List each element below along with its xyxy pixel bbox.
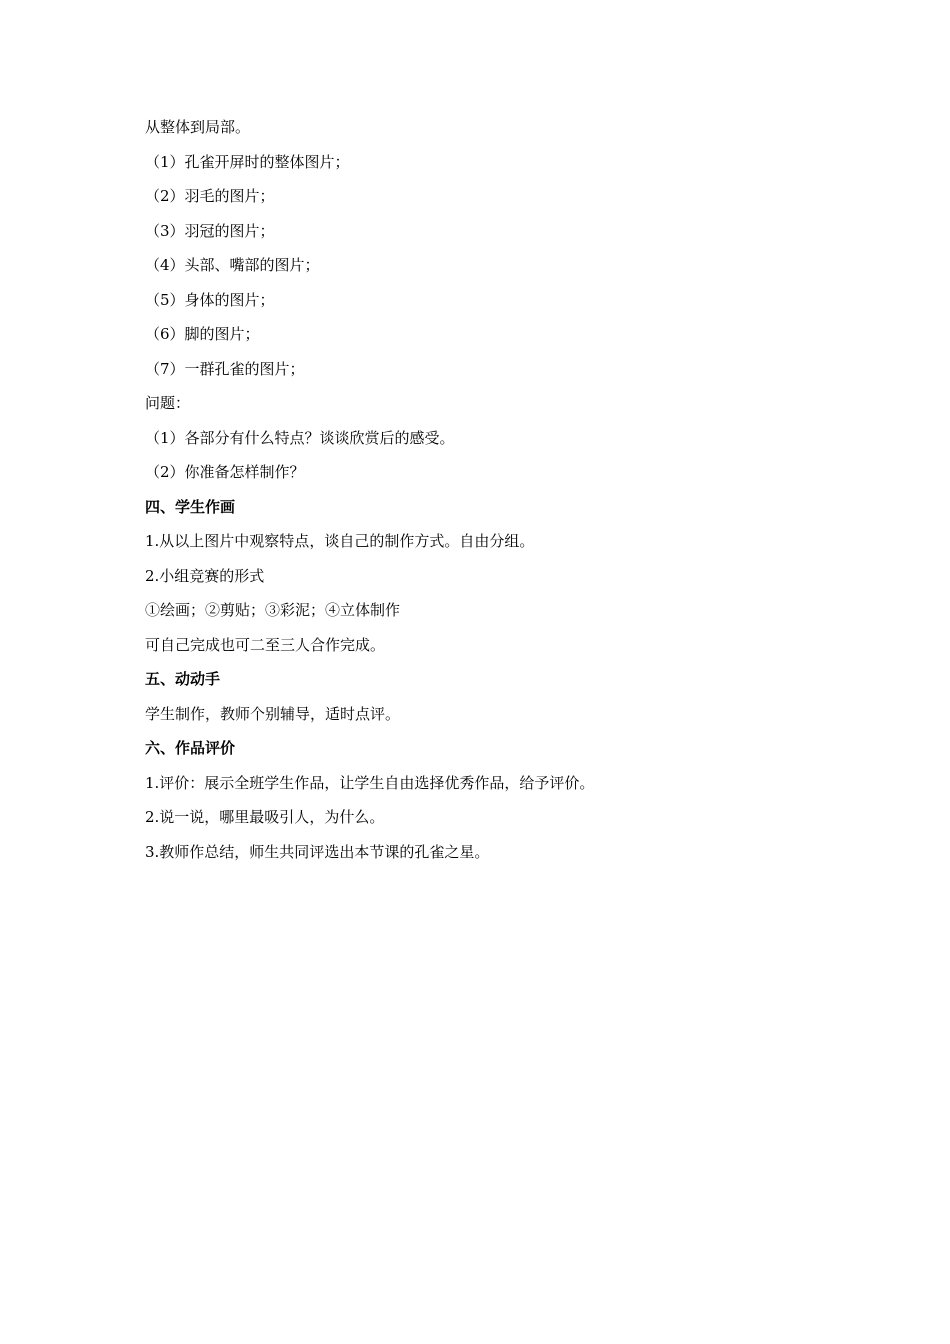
list-item: （3）羽冠的图片；	[145, 221, 275, 240]
list-item: （2）羽毛的图片；	[145, 187, 275, 205]
paragraph: 3.教师作总结，师生共同评选出本节课的孔雀之星。	[145, 842, 490, 861]
list-item: （1）孔雀开屏时的整体图片；	[145, 152, 350, 171]
paragraph: 从整体到局部。	[145, 118, 251, 136]
list-item: （4）头部、嘴部的图片；	[145, 256, 320, 274]
section-heading: 六、作品评价	[145, 739, 236, 757]
paragraph: 1.评价：展示全班学生作品，让学生自由选择优秀作品，给予评价。	[145, 773, 595, 792]
paragraph: 可自己完成也可二至三人合作完成。	[145, 635, 386, 654]
paragraph: 2.说一说，哪里最吸引人，为什么。	[145, 808, 385, 826]
question-item: （2）你准备怎样制作？	[145, 463, 305, 481]
paragraph: 2.小组竞赛的形式	[145, 566, 265, 585]
question-item: （1）各部分有什么特点？谈谈欣赏后的感受。	[145, 428, 455, 447]
list-item: （5）身体的图片；	[145, 290, 275, 309]
paragraph: ①绘画；②剪贴；③彩泥；④立体制作	[145, 601, 401, 619]
paragraph: 1.从以上图片中观察特点，谈自己的制作方式。自由分组。	[145, 532, 535, 550]
questions-label: 问题：	[145, 394, 191, 412]
list-item: （7）一群孔雀的图片；	[145, 359, 305, 378]
paragraph: 学生制作，教师个别辅导，适时点评。	[145, 704, 401, 723]
section-heading: 四、学生作画	[145, 497, 236, 516]
section-heading: 五、动动手	[145, 670, 221, 688]
document-page	[145, 116, 845, 875]
list-item: （6）脚的图片；	[145, 325, 260, 343]
